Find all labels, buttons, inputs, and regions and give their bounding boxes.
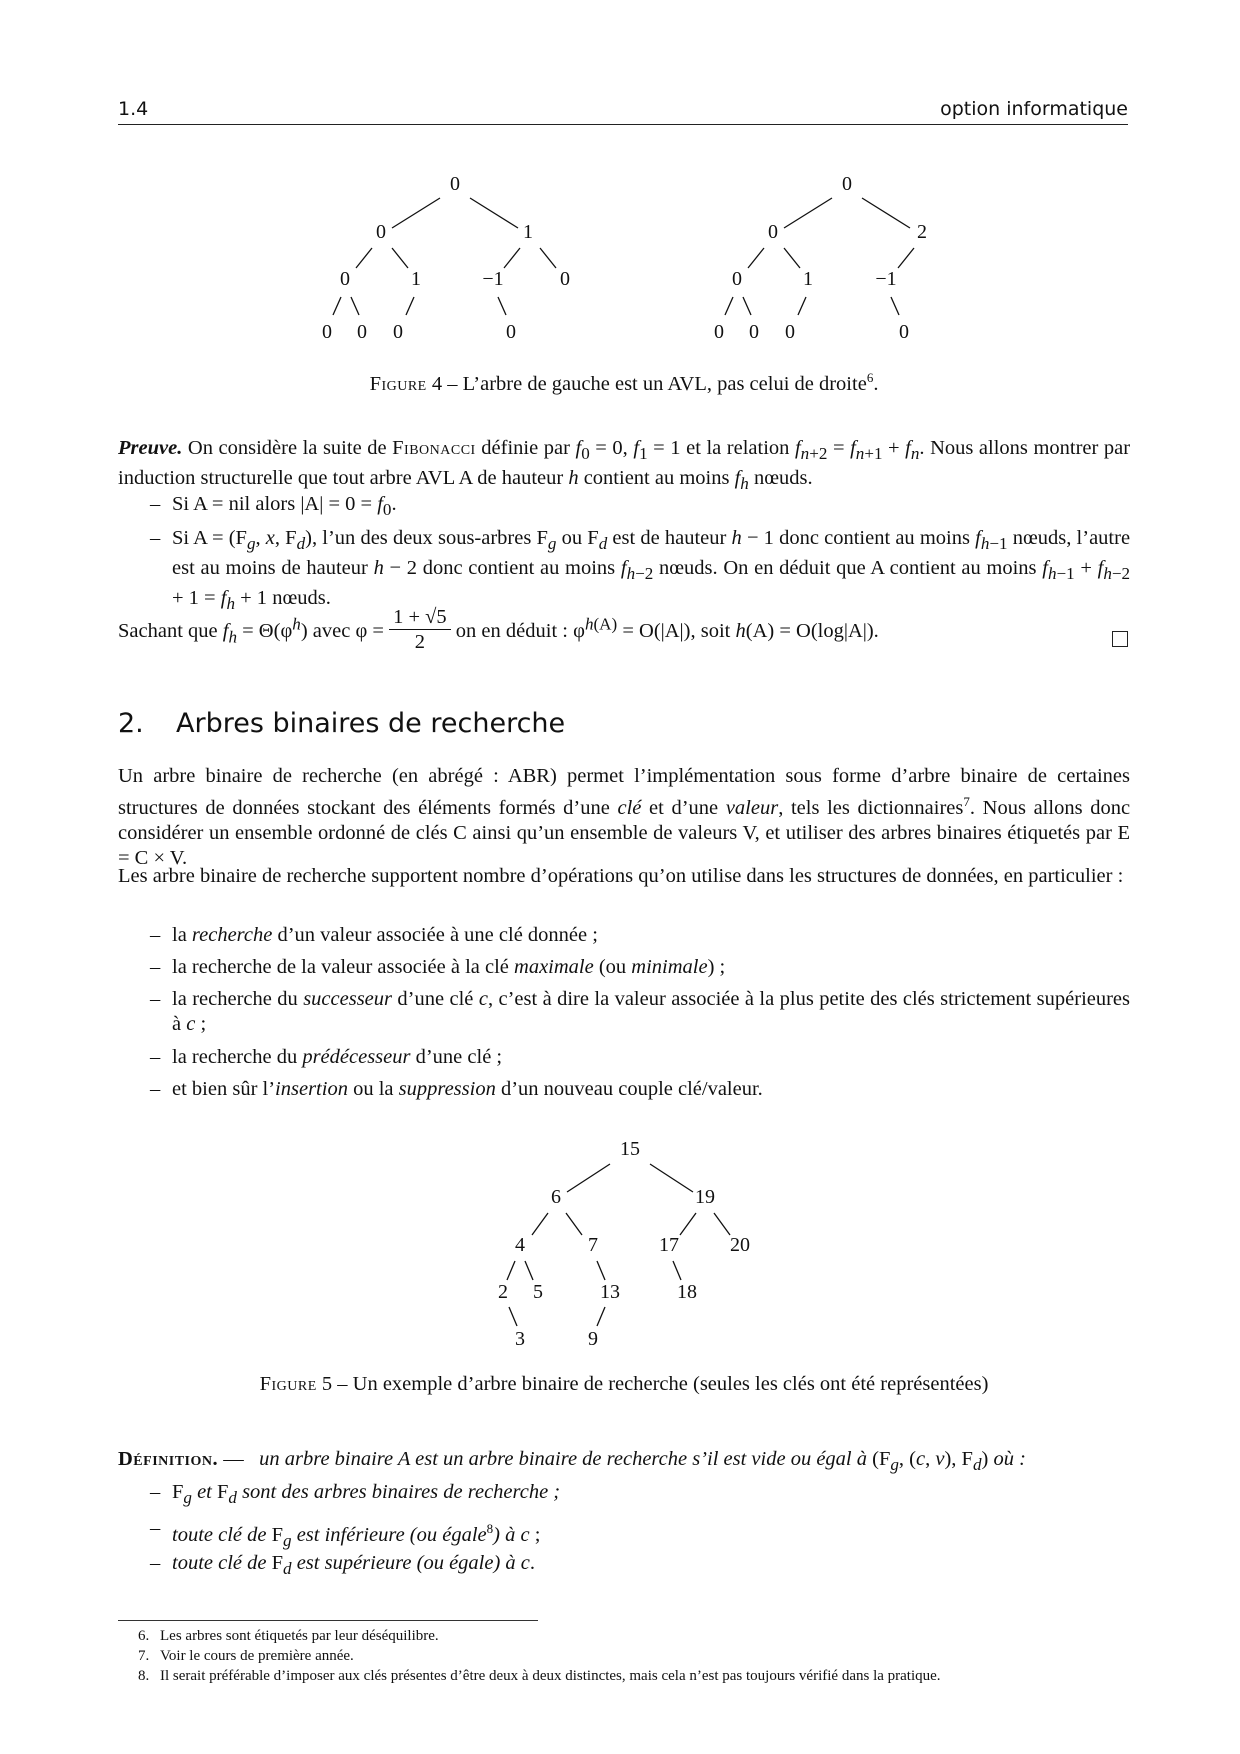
definition-label: Définition. — [118, 1448, 219, 1470]
tree-node: 4 — [515, 1234, 525, 1256]
tree-edge — [566, 1213, 582, 1235]
tree-edge — [509, 1307, 517, 1326]
tree-edge — [470, 198, 518, 228]
tree-node: 0 — [357, 321, 367, 343]
tree-node: 0 — [393, 321, 403, 343]
tree-edge — [540, 248, 556, 268]
tree-node: 2 — [917, 221, 927, 243]
tree-edge — [673, 1261, 681, 1280]
tree-node: 0 — [340, 268, 350, 290]
figure-4-trees — [0, 160, 1240, 360]
tree-node: 5 — [533, 1281, 543, 1303]
tree-node: 0 — [506, 321, 516, 343]
footnote-8: 8. Il serait préférable d’imposer aux clés présentes d’être deux à deux distinctes, mais cela n’est pas toujours vérifié dans la pratique. — [138, 1668, 941, 1684]
fibonacci-name: Fibonacci — [392, 437, 476, 459]
tree-node: 3 — [515, 1328, 525, 1350]
tree-node: 9 — [588, 1328, 598, 1350]
tree-edge — [650, 1164, 693, 1192]
definition-paragraph: Définition. — un arbre binaire A est un arbre binaire de recherche s’il est vide ou égal à ($F_g$, (c, v), $F_d$) où : — [118, 1448, 1026, 1475]
qed-square — [1112, 631, 1128, 647]
operation-item: – et bien sûr l’insertion ou la suppression d’un nouveau couple clé/valeur. — [150, 1078, 763, 1100]
abr-operations-paragraph: Les arbre binaire de recherche supportent nombre d’opérations qu’on utilise dans les structures de données, en particulier : — [118, 865, 1124, 887]
proof-paragraph: Preuve. On considère la suite de Fibonacci définie par $f_0 = 0$, $f_1 = 1$ et la relation $f_{n+2} = f_{n+1} + f_n$. Nous allons montrer par induction structurelle que tout arbre AVL A de hauteur h contient au moins $f_h$ nœuds. — [118, 437, 1131, 494]
tree-edge — [498, 297, 506, 315]
tree-node: 13 — [600, 1281, 620, 1303]
tree-node: 1 — [411, 268, 421, 290]
tree-edge — [748, 248, 764, 268]
page-header — [118, 96, 1128, 125]
tree-edge — [525, 1261, 533, 1280]
tree-edge — [743, 297, 751, 315]
definition-item-1: – $F_g$ et $F_d$ sont des arbres binaires de recherche ; — [150, 1481, 561, 1508]
proof-item-2: – Si $A = (F_g$, x, $F_d$), l’un des deux sous-arbres $F_g$ ou $F_d$ est de hauteur h − 1 donc contient au moins $f_{h-1}$ nœuds, l’autre est au moins de hauteur h − 2 donc contient au moins $f_{h-2}$ nœuds. On en déduit que A contient au moins $f_{h-1} + f_{h-2} + 1 = f_h + 1$ nœuds. — [150, 527, 1131, 614]
golden-ratio-fraction: $\frac{1 + √5}{2}$ — [389, 605, 451, 654]
tree-node: 0 — [560, 268, 570, 290]
footnote-7: 7. Voir le cours de première année. — [138, 1648, 354, 1664]
tree-edge — [351, 297, 359, 315]
definition-item-3: – toute clé de $F_d$ est supérieure (ou égale) à c. — [150, 1552, 536, 1579]
tree-node: 7 — [588, 1234, 598, 1256]
footnote-6: 6. Les arbres sont étiquetés par leur déséquilibre. — [138, 1628, 439, 1644]
section-number: 1.4 — [118, 98, 149, 120]
tree-node: 15 — [620, 1138, 640, 1160]
operation-item: – la recherche d’un valeur associée à une clé donnée ; — [150, 924, 598, 946]
tree-node: 0 — [450, 173, 460, 195]
tree-node: 0 — [749, 321, 759, 343]
tree-node: 1 — [803, 268, 813, 290]
proof-conclusion: Sachant que $f_h = \Theta(\varphi^h)$ avec φ = $\frac{1 + √5}{2}$ on en déduit : $\varphi^{h(A)} = O(|A|)$, soit h(A) = O(log|A|). — [118, 606, 879, 653]
operation-item: – la recherche du successeur d’une clé c, c’est à dire la valeur associée à la plus petite des clés strictement supérieures à c ; — [150, 988, 1131, 1035]
left-tree — [322, 173, 570, 343]
figure-5-caption: Figure 5 – Un exemple d’arbre binaire de recherche (seules les clés ont été représentées) — [259, 1373, 989, 1395]
tree-edge — [891, 297, 899, 315]
tree-edge — [714, 1213, 730, 1235]
definition-item-2: – toute clé de $F_g$ est inférieure (ou égale$^8$) à c ; — [150, 1517, 541, 1550]
course-title: option informatique — [940, 98, 1128, 120]
right-tree — [714, 173, 927, 343]
tree-node: 18 — [677, 1281, 697, 1303]
tree-node: 0 — [842, 173, 852, 195]
tree-edge — [507, 1261, 515, 1280]
tree-node: −1 — [875, 268, 897, 290]
tree-node: −1 — [482, 268, 504, 290]
tree-edge — [898, 248, 914, 268]
tree-edge — [333, 297, 341, 315]
footnote-rule — [118, 1620, 538, 1621]
tree-edge — [784, 248, 800, 268]
tree-node: 2 — [498, 1281, 508, 1303]
tree-node: 19 — [695, 1186, 715, 1208]
tree-edge — [392, 198, 440, 228]
figure-4-caption: Figure 4 – L’arbre de gauche est un AVL, pas celui de droite$^6$. — [369, 370, 879, 395]
tree-node: 17 — [659, 1234, 679, 1256]
tree-node: 0 — [376, 221, 386, 243]
tree-edge — [532, 1213, 548, 1235]
figure-5-bst — [0, 1130, 1240, 1350]
operation-item: – la recherche de la valeur associée à la clé maximale (ou minimale) ; — [150, 956, 726, 978]
tree-edge — [680, 1213, 696, 1235]
tree-node: 20 — [730, 1234, 750, 1256]
tree-node: 0 — [322, 321, 332, 343]
tree-node: 0 — [768, 221, 778, 243]
tree-edge — [862, 198, 910, 228]
tree-edge — [356, 248, 372, 268]
operation-item: – la recherche du prédécesseur d’une clé ; — [150, 1046, 503, 1068]
tree-node: 0 — [714, 321, 724, 343]
tree-node: 0 — [785, 321, 795, 343]
tree-edge — [597, 1261, 605, 1280]
tree-edge — [406, 297, 414, 315]
tree-edge — [798, 297, 806, 315]
tree-edge — [392, 248, 408, 268]
proof-label: Preuve. — [118, 437, 183, 459]
tree-edge — [504, 248, 520, 268]
proof-item-1: – Si A = nil alors $|A| = 0 = f_0$. — [150, 493, 397, 520]
tree-edge — [597, 1307, 605, 1326]
tree-edge — [567, 1164, 610, 1192]
tree-node: 6 — [551, 1186, 561, 1208]
abr-intro-paragraph: Un arbre binaire de recherche (en abrégé : ABR) permet l’implémentation sous forme d’arbre binaire de certaines structures de données stockant des éléments formés d’une clé et d’une valeur, tels les dictionnaires$^7$. Nous allons donc considérer un ensemble ordonné de clés C ainsi qu’un ensemble de valeurs V, et utiliser des arbres binaires étiquetés par E = C × V. — [118, 765, 1131, 869]
tree-edge — [784, 198, 832, 228]
section-heading: 2. Arbres binaires de recherche — [118, 708, 566, 739]
tree-node: 0 — [899, 321, 909, 343]
tree-node: 1 — [523, 221, 533, 243]
tree-edge — [725, 297, 733, 315]
tree-node: 0 — [732, 268, 742, 290]
